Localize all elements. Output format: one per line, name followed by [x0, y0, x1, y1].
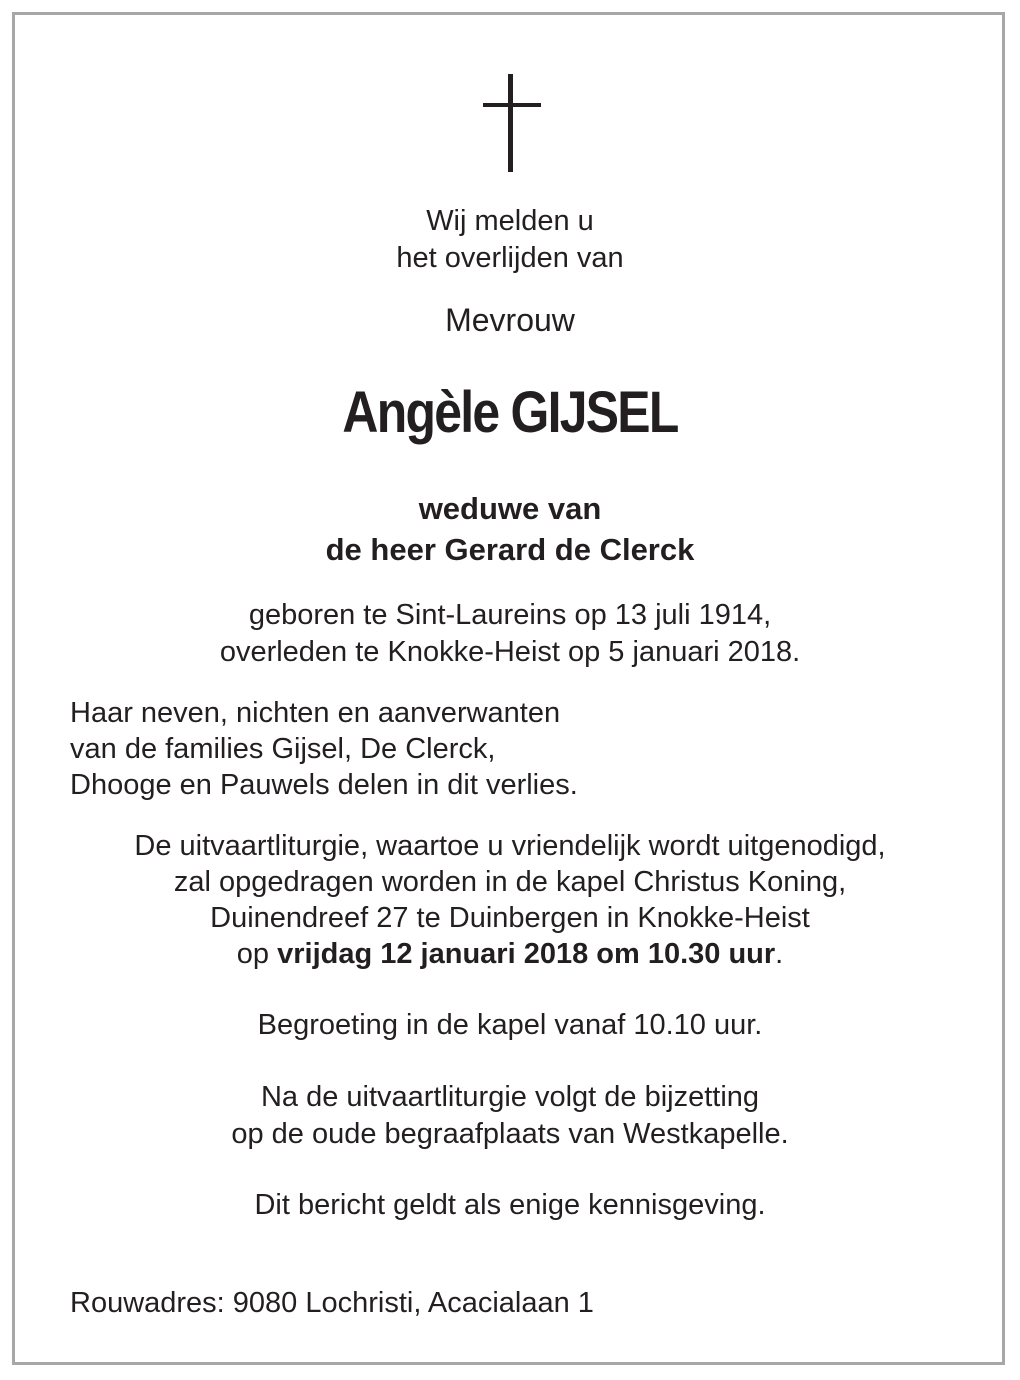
funeral-line-3: Duinendreef 27 te Duinbergen in Knokke-Heist: [210, 902, 810, 934]
funeral-date-suffix: .: [775, 938, 784, 970]
spouse-line-1: weduwe van: [418, 491, 602, 526]
cross-icon: [483, 74, 541, 172]
birth-line: geboren te Sint-Laureins op 13 juli 1914,: [248, 599, 772, 631]
family-line-3: Dhooge en Pauwels delen in dit verlies.: [70, 769, 578, 801]
announcement-intro: [0, 203, 1020, 277]
spouse-line-2: de heer Gerard de Clerck: [325, 532, 695, 567]
sole-notice: Dit bericht geldt als enige kennisgeving.: [254, 1189, 766, 1221]
family-block: [70, 695, 578, 803]
funeral-line-4: [0, 936, 1020, 972]
funeral-line-1: De uitvaartliturgie, waartoe u vriendelijk wordt uitgenodigd,: [134, 830, 886, 862]
funeral-date-time: vrijdag 12 januari 2018 om 10.30 uur: [277, 938, 776, 970]
greeting-note: Begroeting in de kapel vanaf 10.10 uur.: [257, 1009, 763, 1041]
intro-line-2: het overlijden van: [396, 242, 624, 274]
funeral-line-2: zal opgedragen worden in de kapel Christus Koning,: [173, 866, 847, 898]
mourning-address: Rouwadres: 9080 Lochristi, Acacialaan 1: [70, 1287, 594, 1319]
burial-line-2: op de oude begraafplaats van Westkapelle.: [231, 1118, 789, 1150]
family-line-2: van de families Gijsel, De Clerck,: [70, 733, 496, 765]
honorific-title: Mevrouw: [445, 302, 575, 338]
deceased-name: Angèle GIJSEL: [342, 380, 678, 445]
burial-line-1: Na de uitvaartliturgie volgt de bijzetting: [260, 1081, 760, 1113]
family-line-1: Haar neven, nichten en aanverwanten: [70, 697, 561, 729]
spouse-block: [0, 488, 1020, 570]
birth-death-dates: [0, 597, 1020, 671]
funeral-details: [0, 828, 1020, 972]
death-line: overleden te Knokke-Heist op 5 januari 2018.: [219, 636, 801, 668]
burial-note: [0, 1079, 1020, 1153]
intro-line-1: Wij melden u: [426, 205, 594, 237]
funeral-date-prefix: op: [236, 938, 278, 970]
